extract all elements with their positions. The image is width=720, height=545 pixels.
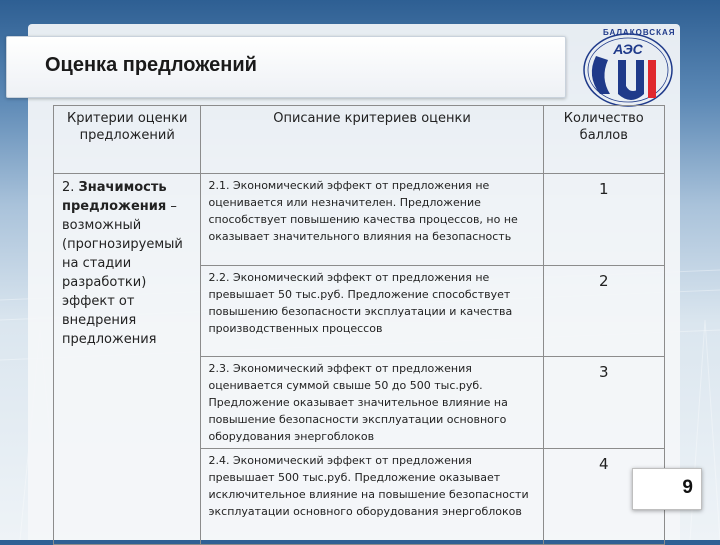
- description-cell: [201, 266, 543, 357]
- criteria-table: [53, 105, 665, 545]
- row-points: 2: [599, 272, 609, 290]
- table-row: [54, 174, 665, 266]
- row-points: 3: [599, 363, 609, 381]
- page-title: Оценка предложений: [45, 54, 257, 76]
- header-points: Количество баллов: [543, 106, 664, 174]
- header-description: Описание критериев оценки: [201, 106, 543, 174]
- row-description: 2.3. Экономический эффект от предложения оценивается суммой свыше 50 до 500 тыс.руб. Предложение оказывает значительное влияние на повышение безопасности эксплуатации основного оборудования энергоблоков: [208, 362, 508, 443]
- criterion-description: – возможный (прогнозируемый на стадии разработки) эффект от внедрения предложения: [62, 199, 183, 347]
- row-description: 2.4. Экономический эффект от предложения превышает 500 тыс.руб. Предложение оказывает исключительное влияние на повышение безопасности эксплуатации основного оборудования энергоблоков: [208, 454, 529, 518]
- criterion-cell: [54, 174, 201, 545]
- page-number: 9: [682, 477, 693, 498]
- description-cell: [201, 174, 543, 266]
- logo-mark: АЭС: [613, 41, 643, 57]
- criterion-text: [54, 174, 200, 349]
- points-cell: [543, 357, 664, 449]
- logo-text: БАЛАКОВСКАЯ: [603, 28, 676, 37]
- title-bar: [6, 36, 566, 98]
- header-criteria: Критерии оценки предложений: [54, 106, 201, 174]
- points-cell: [543, 174, 664, 266]
- criterion-name: Значимость предложения: [62, 180, 167, 214]
- criterion-number: 2.: [62, 180, 75, 195]
- description-cell: [201, 449, 543, 545]
- row-description: 2.2. Экономический эффект от предложения не превышает 50 тыс.руб. Предложение способствует повышению безопасности эксплуатации и качества производственных процессов: [208, 271, 513, 335]
- row-points: 1: [599, 180, 609, 198]
- row-description: 2.1. Экономический эффект от предложения не оценивается или незначителен. Предложение способствует повышению качества процессов, но не оказывает значительного влияния на безопасность: [208, 179, 518, 243]
- description-cell: [201, 357, 543, 449]
- balakovo-npp-logo: [578, 26, 678, 110]
- page-number-box: [632, 468, 702, 510]
- table-header-row: [54, 106, 665, 174]
- points-cell: [543, 266, 664, 357]
- row-points: 4: [599, 455, 609, 473]
